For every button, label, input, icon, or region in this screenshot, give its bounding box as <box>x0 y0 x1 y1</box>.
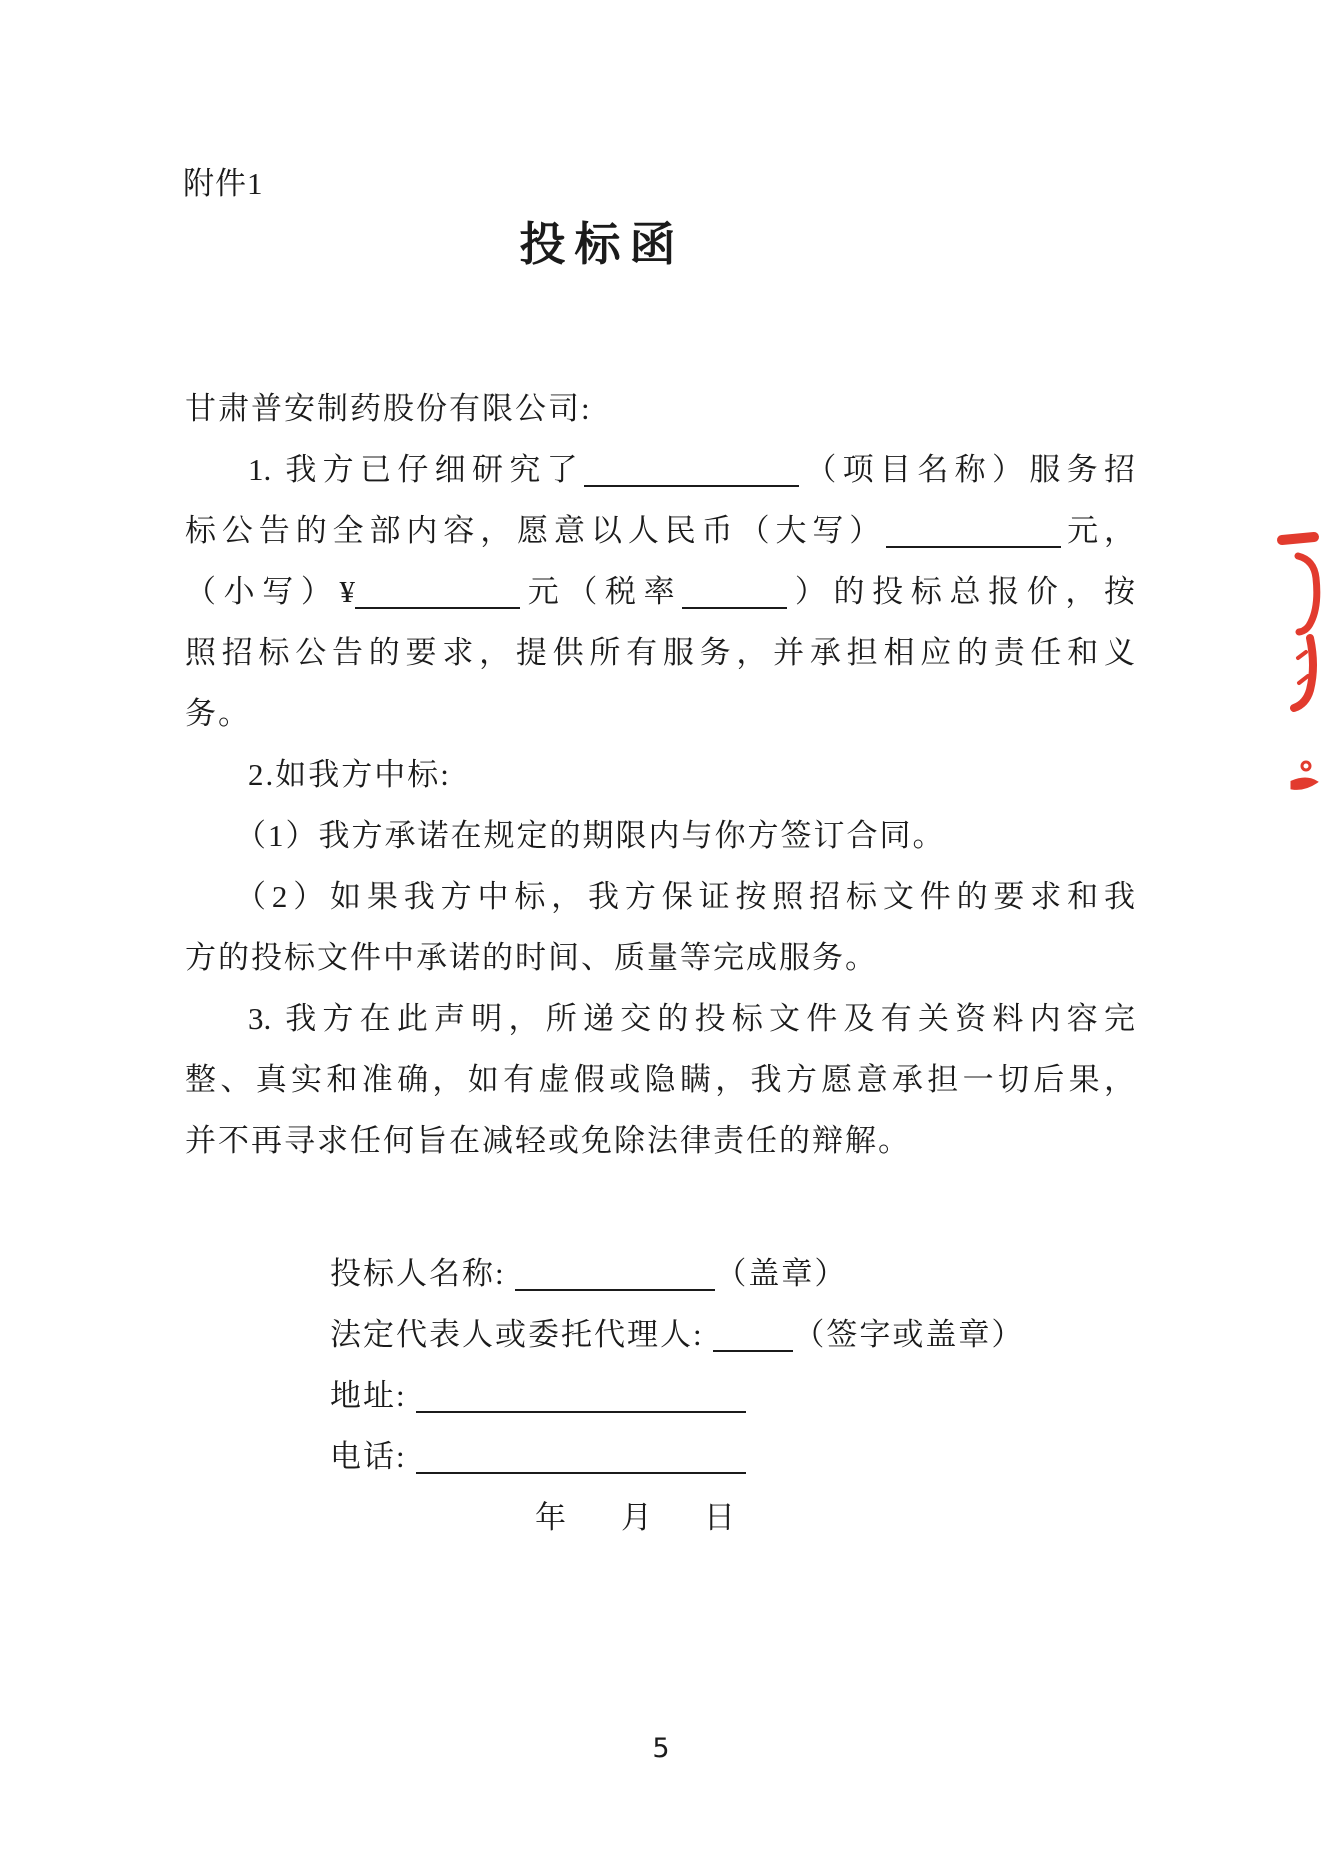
item-2-sub-2-line-1: （2）如果我方中标，我方保证按照招标文件的要求和我 <box>235 879 1135 914</box>
attachment-label: 附件1 <box>183 166 264 201</box>
phone-row: 电话: <box>330 1426 1050 1487</box>
bidder-name-blank <box>515 1258 715 1291</box>
item-2-sub-1: （1）我方承诺在规定的期限内与你方签订合同。 <box>235 818 946 853</box>
amount-figures-blank <box>355 576 520 609</box>
item-2-sub-2-line-2: 方的投标文件中承诺的时间、质量等完成服务。 <box>185 940 878 975</box>
document-title: 投标函 <box>519 219 685 270</box>
legal-rep-blank <box>713 1319 793 1352</box>
item-3-line-2: 整、真实和准确，如有虚假或隐瞒，我方愿意承担一切后果， <box>185 1062 1135 1097</box>
letter-body <box>185 378 1135 1171</box>
tax-rate-blank <box>682 576 787 609</box>
document-title-row <box>185 208 1135 274</box>
date-year-label: 年 <box>535 1500 566 1535</box>
paragraph-1-line-5: 务。 <box>185 696 251 731</box>
page-number: 5 <box>652 1733 670 1764</box>
item-3-line-3: 并不再寻求任何旨在减轻或免除法律责任的辩解。 <box>185 1123 911 1158</box>
legal-rep-row: 法定代表人或委托代理人: （签字或盖章） <box>330 1317 1025 1352</box>
salutation: 甘肃普安制药股份有限公司: <box>185 391 592 426</box>
date-month-label: 月 <box>621 1500 652 1535</box>
date-day-label: 日 <box>704 1500 735 1535</box>
bidder-name-row: 投标人名称: （盖章） <box>330 1256 848 1291</box>
item-2-heading: 2.如我方中标: <box>248 757 451 792</box>
item-3-line-1: 3. 我方在此声明，所递交的投标文件及有关资料内容完 <box>248 1001 1135 1036</box>
red-ink-mark-icon <box>1276 530 1322 810</box>
address-row: 地址: <box>330 1365 1050 1426</box>
paragraph-1-line-3: （小写）¥ 元（税率 ）的投标总报价，按 <box>185 574 1136 609</box>
paragraph-1-line-2: 标公告的全部内容，愿意以人民币（大写） 元， <box>185 513 1136 548</box>
project-name-blank <box>584 454 799 487</box>
date-row <box>330 1487 1050 1548</box>
signature-block <box>330 1243 1050 1548</box>
paragraph-1-line-4: 照招标公告的要求，提供所有服务，并承担相应的责任和义 <box>185 635 1135 670</box>
paragraph-1-line-1: 1. 我方已仔细研究了 （项目名称）服务招 <box>248 452 1135 487</box>
amount-words-blank <box>886 515 1061 548</box>
phone-blank <box>416 1441 746 1474</box>
address-blank <box>416 1380 746 1413</box>
